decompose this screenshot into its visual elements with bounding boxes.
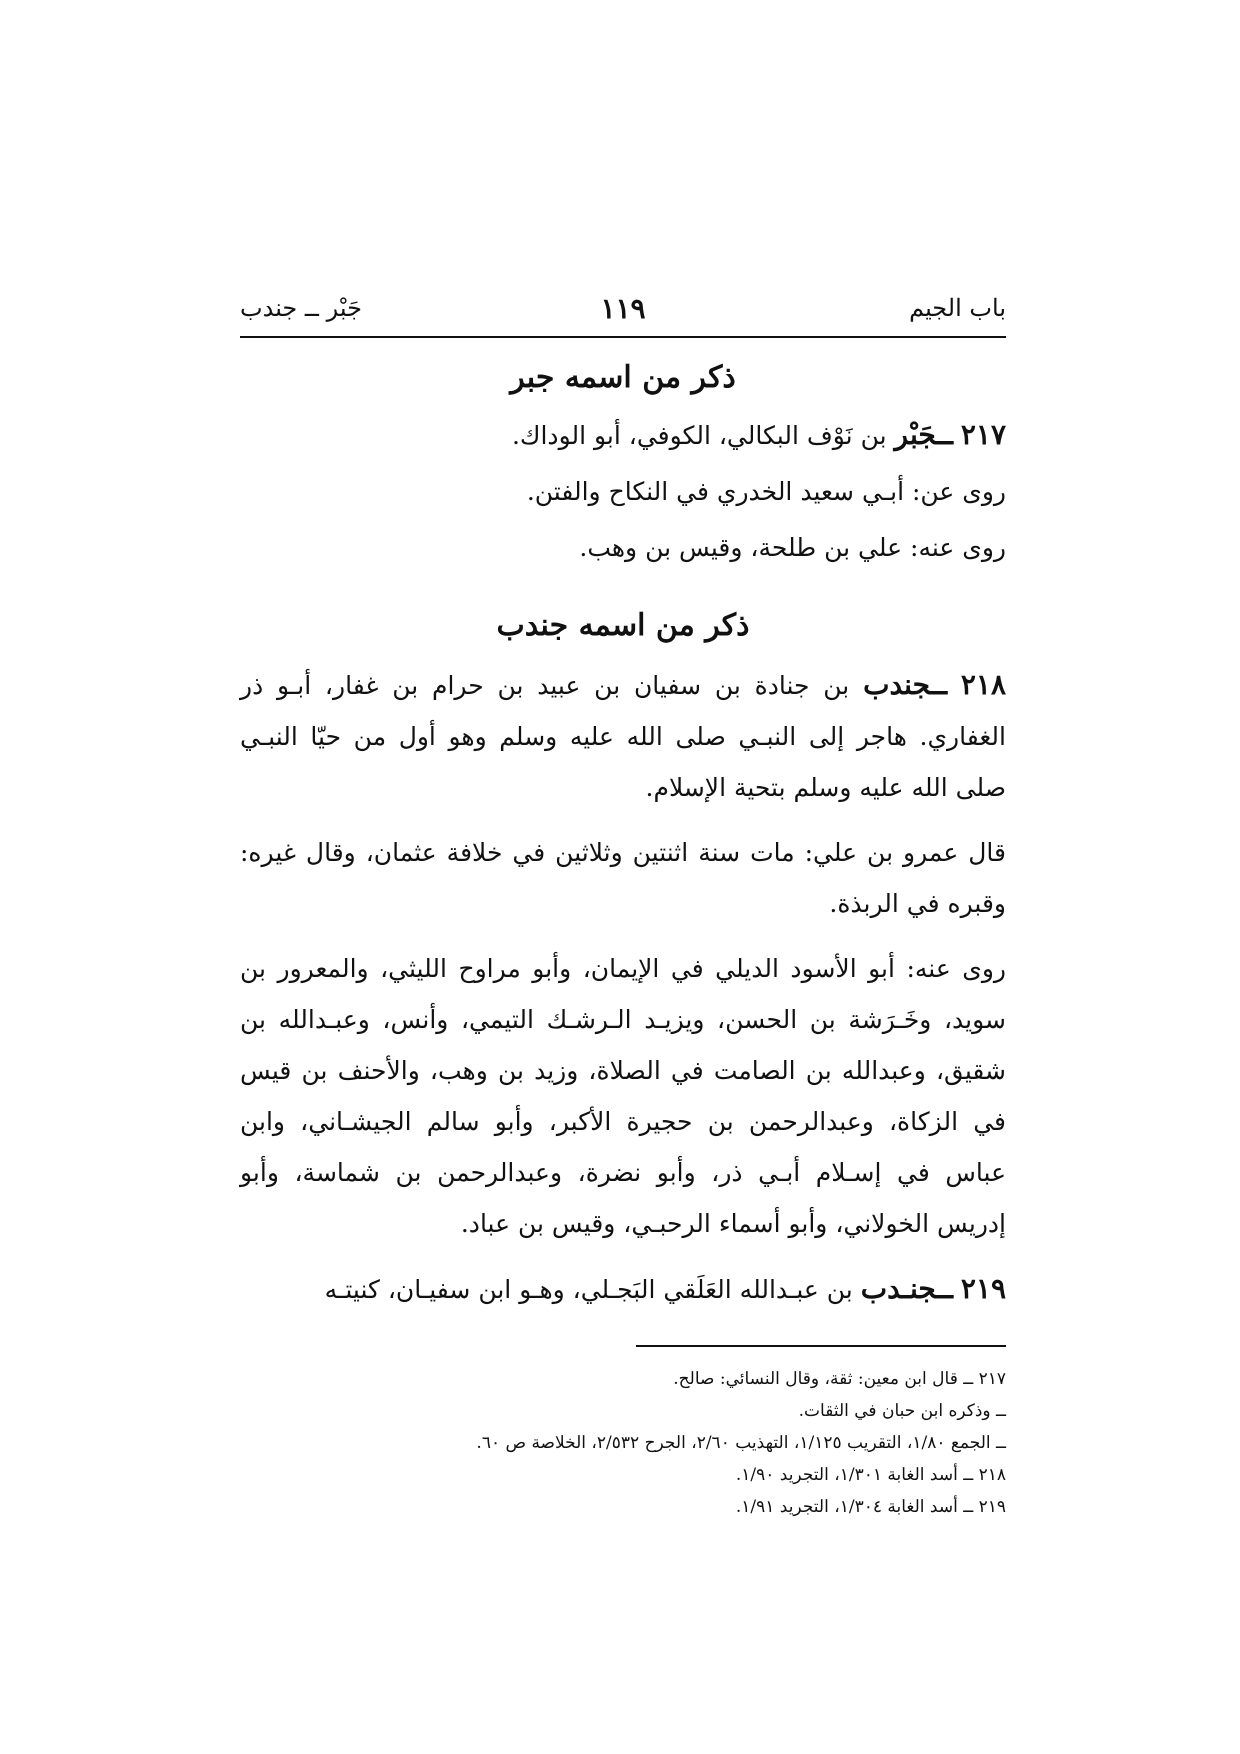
entry-dash: ــ (936, 418, 953, 451)
footnote-line: ــ وذكره ابن حبان في الثقات. (798, 1401, 1006, 1421)
entry-name: جندب (863, 668, 931, 701)
entry-number: ٢١٩ (960, 1272, 1006, 1305)
book-page (240, 292, 1006, 1523)
page-number: ١١٩ (600, 292, 646, 325)
entry-name-rest: بن عبـدالله العَلَقي البَجـلي، وهـو ابن سفيـان، كنيتـه (324, 1275, 853, 1304)
chapter-title: باب الجيم (909, 294, 1006, 322)
section-heading-jundub: ذكر من اسمه جندب (496, 608, 750, 643)
entry-217-narrated-from: روى عن: أبـي سعيد الخدري في النكاح والفتن. (526, 477, 1006, 506)
entry-218-intro (240, 659, 1006, 813)
entry-217-narrated-by: روى عنه: علي بن طلحة، وقيس بن وهب. (579, 533, 1006, 562)
entry-intro-text: بن جنادة بن سفيان بن عبيد بن حرام بن غفار، أبـو ذر الغفاري. هاجر إلى النبـي صلى الله عليه وسلم وهو أول من حيّا النبـي صلى الله عليه وسلم بتحية الإسلام. (240, 671, 1006, 802)
entry-name-rest: بن نَوْف البكالي، الكوفي، أبو الوداك. (511, 421, 887, 450)
running-head-names: جَبْر ــ جندب (240, 294, 362, 322)
entry-218-death: قال عمرو بن علي: مات سنة اثنتين وثلاثين في خلافة عثمان، وقال غيره: وقبره في الربذة. (240, 838, 1006, 918)
entry-218-narrators: روى عنه: أبو الأسود الديلي في الإيمان، وأبو مراوح الليثي، والمعرور بن سويد، وخَـرَشة بن الحسن، ويزيـد الـرشـك التيمي، وأنس، وعبـدالله بن شقيق، وعبدالله بن الصامت في الصلاة، وزيد بن وهب، والأحنف بن قيس في الزكاة، وعبدالرحمن بن حجيرة الأكبر، وأبو سالم الجيشـاني، وابن عباس في إسـلام أبـي ذر، وأبو نضرة، وعبدالرحمن بن شماسة، وأبو إدريس الخولاني، وأبو أسماء الرحبـي، وقيس بن عباد. (240, 954, 1006, 1238)
section-heading-jabr: ذكر من اسمه جبر (510, 360, 736, 395)
footnote-line: ٢١٨ ــ أسد الغابة ١/٣٠١، التجريد ١/٩٠. (735, 1465, 1006, 1485)
entry-name: جنـدب (860, 1272, 937, 1305)
footnotes (240, 1363, 1006, 1523)
entry-number: ٢١٧ (960, 418, 1006, 451)
entry-number: ٢١٨ (960, 668, 1006, 701)
footnote-line: ــ الجمع ١/٨٠، التقريب ١/١٢٥، التهذيب ٢/٦٠، الجرح ٢/٥٣٢، الخلاصة ص ٦٠. (476, 1433, 1006, 1453)
footnote-line: ٢١٧ ــ قال ابن معين: ثقة، وقال النسائي: صالح. (673, 1369, 1006, 1389)
entry-219-title (240, 1263, 1006, 1315)
entry-name: جَبْر (894, 418, 937, 451)
footnote-line: ٢١٩ ــ أسد الغابة ١/٣٠٤، التجريد ١/٩١. (735, 1497, 1006, 1517)
page-header (240, 292, 1006, 338)
entry-217-title (240, 411, 1006, 460)
footnote-divider (636, 1345, 1006, 1347)
entry-dash: ــ (936, 1272, 953, 1305)
entry-dash: ــ (930, 668, 948, 701)
